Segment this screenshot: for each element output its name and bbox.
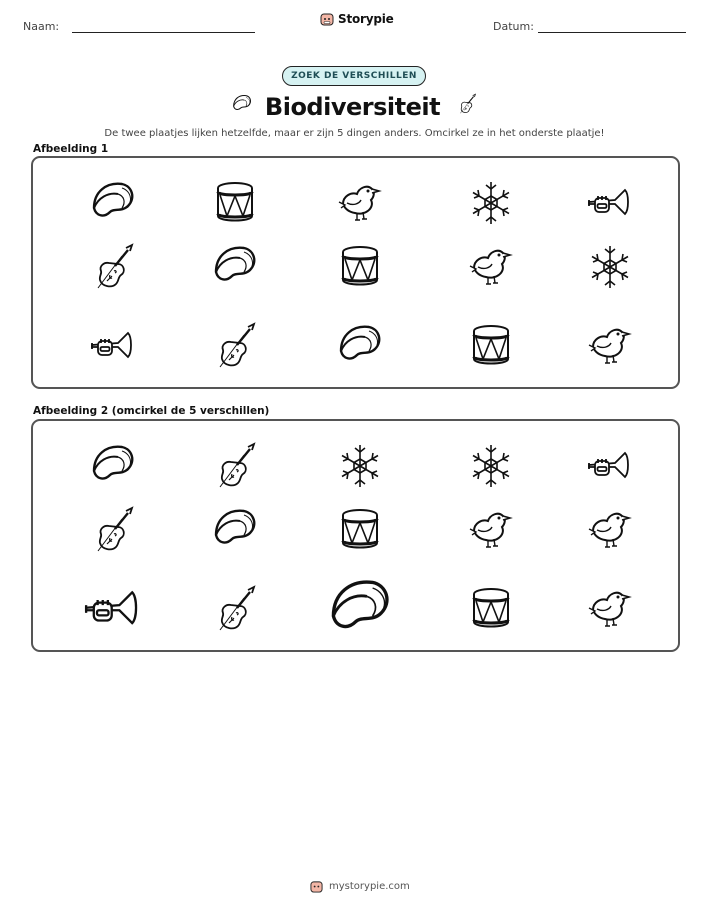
bird-icon — [466, 242, 516, 292]
trumpet-icon — [585, 178, 635, 228]
violin-icon — [456, 93, 478, 121]
horn-icon[interactable] — [325, 574, 395, 644]
trumpet-icon[interactable] — [81, 577, 145, 641]
horn-icon — [231, 93, 253, 121]
bird-icon — [585, 321, 635, 371]
drum-icon[interactable] — [466, 584, 516, 634]
title-text: Biodiversiteit — [264, 93, 441, 121]
violin-icon — [88, 242, 138, 292]
snowflake-icon[interactable] — [335, 441, 385, 491]
trumpet-icon — [88, 321, 138, 371]
picture1-label: Afbeelding 1 — [33, 143, 109, 155]
name-line[interactable] — [72, 32, 255, 33]
bird-icon — [335, 178, 385, 228]
picture2-panel[interactable] — [31, 419, 680, 652]
picture2-label: Afbeelding 2 (omcirkel de 5 verschillen) — [33, 405, 270, 417]
horn-icon[interactable] — [210, 505, 260, 555]
page-title — [0, 92, 709, 121]
horn-icon[interactable] — [88, 441, 138, 491]
activity-badge: ZOEK DE VERSCHILLEN — [282, 66, 426, 86]
drum-icon — [210, 178, 260, 228]
violin-icon[interactable] — [210, 584, 260, 634]
bird-icon[interactable] — [585, 505, 635, 555]
snowflake-icon[interactable] — [466, 441, 516, 491]
instructions: De twee plaatjes lijken hetzelfde, maar er zijn 5 dingen anders. Omcirkel ze in het onderste plaatje! — [104, 128, 605, 139]
storypie-logo — [320, 12, 394, 26]
date-line[interactable] — [538, 32, 686, 33]
violin-icon[interactable] — [88, 505, 138, 555]
footer — [310, 880, 410, 893]
drum-icon — [466, 321, 516, 371]
picture1-panel — [31, 156, 680, 389]
mascot-icon — [320, 12, 334, 26]
snowflake-icon — [466, 178, 516, 228]
horn-icon — [210, 242, 260, 292]
bird-icon[interactable] — [466, 505, 516, 555]
drum-icon — [335, 242, 385, 292]
footer-site: mystorypie.com — [329, 881, 410, 892]
name-label: Naam: — [23, 20, 60, 33]
horn-icon — [335, 321, 385, 371]
horn-icon — [88, 178, 138, 228]
snowflake-icon — [585, 242, 635, 292]
trumpet-icon[interactable] — [585, 441, 635, 491]
drum-icon[interactable] — [335, 505, 385, 555]
violin-icon — [210, 321, 260, 371]
date-label: Datum: — [493, 20, 534, 33]
bird-icon[interactable] — [585, 584, 635, 634]
mascot-icon — [310, 880, 323, 893]
logo-text: Storypie — [338, 12, 394, 26]
violin-icon[interactable] — [210, 441, 260, 491]
